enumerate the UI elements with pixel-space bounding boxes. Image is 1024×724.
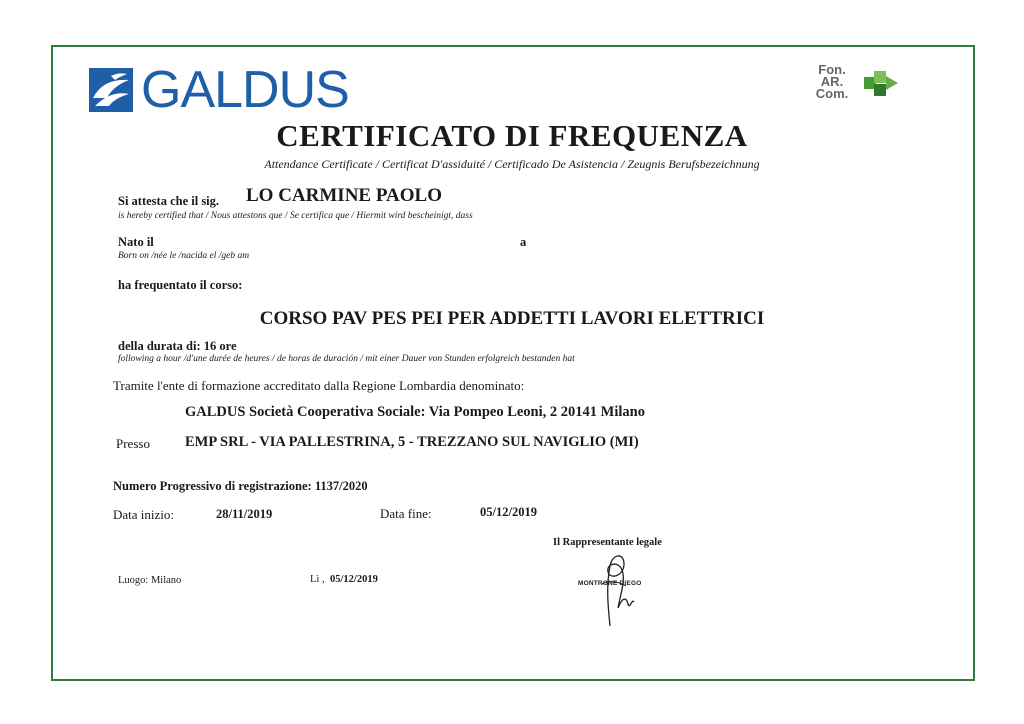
issue-date-value: 05/12/2019 — [330, 574, 378, 585]
attended-label: ha frequentato il corso: — [118, 278, 243, 292]
signature — [560, 546, 670, 630]
venue: EMP SRL - VIA PALLESTRINA, 5 - TREZZANO SUL NAVIGLIO (MI) — [185, 434, 639, 450]
provider-intro: Tramite l'ente di formazione accreditato dalla Regione Lombardia denominato: — [113, 378, 525, 393]
start-date-value: 28/11/2019 — [216, 507, 273, 521]
registration-number: Numero Progressivo di registrazione: 1137/2020 — [113, 479, 368, 493]
attestation-translation: is hereby certified that / Nous attestons que / Se certifica que / Hiermit wird bescheinigt, dass — [118, 211, 473, 221]
galdus-logo-text: GALDUS — [141, 61, 349, 119]
issue-date-prefix: Lì , — [310, 574, 325, 585]
attestation-label: Si attesta che il sig. — [118, 194, 220, 208]
galdus-logo — [89, 61, 349, 119]
birth-place-label: a — [520, 235, 527, 249]
provider-name: GALDUS Società Cooperativa Sociale: Via Pompeo Leoni, 2 20141 Milano — [185, 404, 645, 420]
presso-label: Presso — [116, 436, 150, 451]
course-name: CORSO PAV PES PEI PER ADDETTI LAVORI ELETTRICI — [259, 308, 765, 329]
birth-translation: Born on /née le /nacida el /geb am — [118, 251, 250, 261]
start-date-label: Data inizio: — [113, 507, 175, 522]
certificate-subtitle: Attendance Certificate / Certificat D'assiduité / Certificado De Asistencia / Zeugnis Berufsbezeichnung — [264, 157, 760, 171]
duration-translation: following a hour /d'une durée de heures / de horas de duración / mit einer Dauer von Stunden erfolgreich bestanden hat — [118, 354, 575, 364]
birth-label: Nato il — [118, 235, 154, 249]
signatory-name: MONTRONE DIEGO — [578, 580, 642, 587]
legal-representative-label: Il Rappresentante legale — [553, 537, 662, 548]
place: Luogo: Milano — [118, 575, 182, 586]
duration-label: della durata di: 16 ore — [118, 339, 237, 353]
fonarcom-logo-mark — [864, 68, 900, 96]
participant-name: LO CARMINE PAOLO — [246, 185, 442, 206]
galdus-logo-mark — [89, 68, 133, 112]
certificate-title: CERTIFICATO DI FREQUENZA — [276, 118, 748, 153]
end-date-label: Data fine: — [380, 506, 432, 521]
fonarcom-logo — [812, 64, 902, 104]
signature-scribble — [560, 546, 670, 630]
fonarcom-logo-text: Fon. AR. Com. — [815, 62, 849, 101]
end-date-value: 05/12/2019 — [480, 505, 537, 519]
